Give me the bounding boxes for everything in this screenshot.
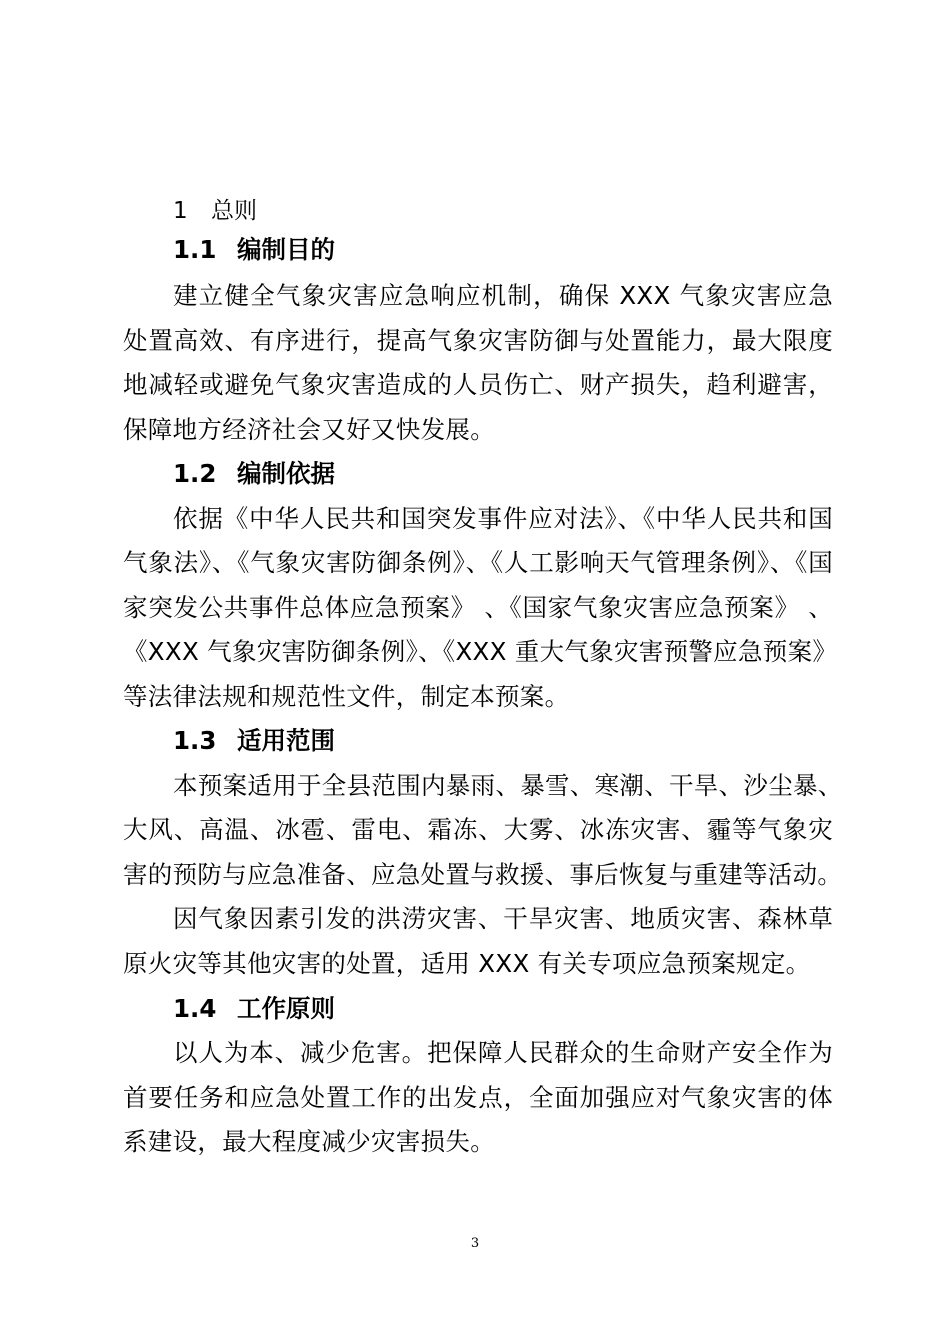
paragraph-line: 家突发公共事件总体应急预案》 、《国家气象灾害应急预案》 、 bbox=[123, 593, 833, 622]
chapter-number: 1 bbox=[173, 198, 188, 224]
paragraph-line: 害的预防与应急准备、应急处置与救援、事后恢复与重建等活动。 bbox=[123, 860, 843, 889]
paragraph-line: 保障地方经济社会又好又快发展。 bbox=[123, 415, 495, 444]
paragraph-line: 系建设，最大程度减少灾害损失。 bbox=[123, 1127, 495, 1156]
section-number: 1.1 bbox=[173, 235, 217, 264]
chapter-title: 总则 bbox=[211, 198, 257, 224]
section-number: 1.4 bbox=[173, 994, 217, 1023]
paragraph-line: 地减轻或避免气象灾害造成的人员伤亡、财产损失，趋利避害， bbox=[123, 370, 833, 399]
section-number: 1.3 bbox=[173, 726, 217, 755]
section-heading bbox=[173, 993, 335, 1025]
paragraph-line: 大风、高温、冰雹、雷电、霜冻、大雾、冰冻灾害、霾等气象灾 bbox=[123, 815, 833, 844]
paragraph-line: 因气象因素引发的洪涝灾害、干旱灾害、地质灾害、森林草 bbox=[173, 904, 833, 933]
section-number: 1.2 bbox=[173, 459, 217, 488]
section-title: 适用范围 bbox=[237, 726, 335, 755]
paragraph-line: 建立健全气象灾害应急响应机制，确保 XXX 气象灾害应急 bbox=[173, 281, 833, 310]
paragraph-line: 依据《中华人民共和国突发事件应对法》、《中华人民共和国 bbox=[173, 504, 833, 533]
section-title: 编制依据 bbox=[237, 459, 335, 488]
section-title: 工作原则 bbox=[237, 994, 335, 1023]
section-heading bbox=[173, 234, 335, 266]
section-heading bbox=[173, 458, 335, 490]
section-title: 编制目的 bbox=[237, 235, 335, 264]
paragraph-line: 气象法》、《气象灾害防御条例》、《人工影响天气管理条例》、《国 bbox=[123, 548, 833, 577]
paragraph-line: 首要任务和应急处置工作的出发点，全面加强应对气象灾害的体 bbox=[123, 1083, 833, 1112]
chapter-heading bbox=[173, 195, 257, 227]
section-heading bbox=[173, 725, 335, 757]
paragraph-line: 《XXX 气象灾害防御条例》、《XXX 重大气象灾害预警应急预案》 bbox=[123, 637, 838, 666]
paragraph-line: 以人为本、减少危害。把保障人民群众的生命财产安全作为 bbox=[173, 1038, 833, 1067]
page-number: 3 bbox=[470, 1236, 480, 1251]
paragraph-line: 等法律法规和规范性文件，制定本预案。 bbox=[123, 682, 570, 711]
paragraph-line: 原火灾等其他灾害的处置，适用 XXX 有关专项应急预案规定。 bbox=[123, 949, 811, 978]
paragraph-line: 本预案适用于全县范围内暴雨、暴雪、寒潮、干旱、沙尘暴、 bbox=[173, 771, 843, 800]
paragraph-line: 处置高效、有序进行，提高气象灾害防御与处置能力，最大限度 bbox=[123, 326, 833, 355]
